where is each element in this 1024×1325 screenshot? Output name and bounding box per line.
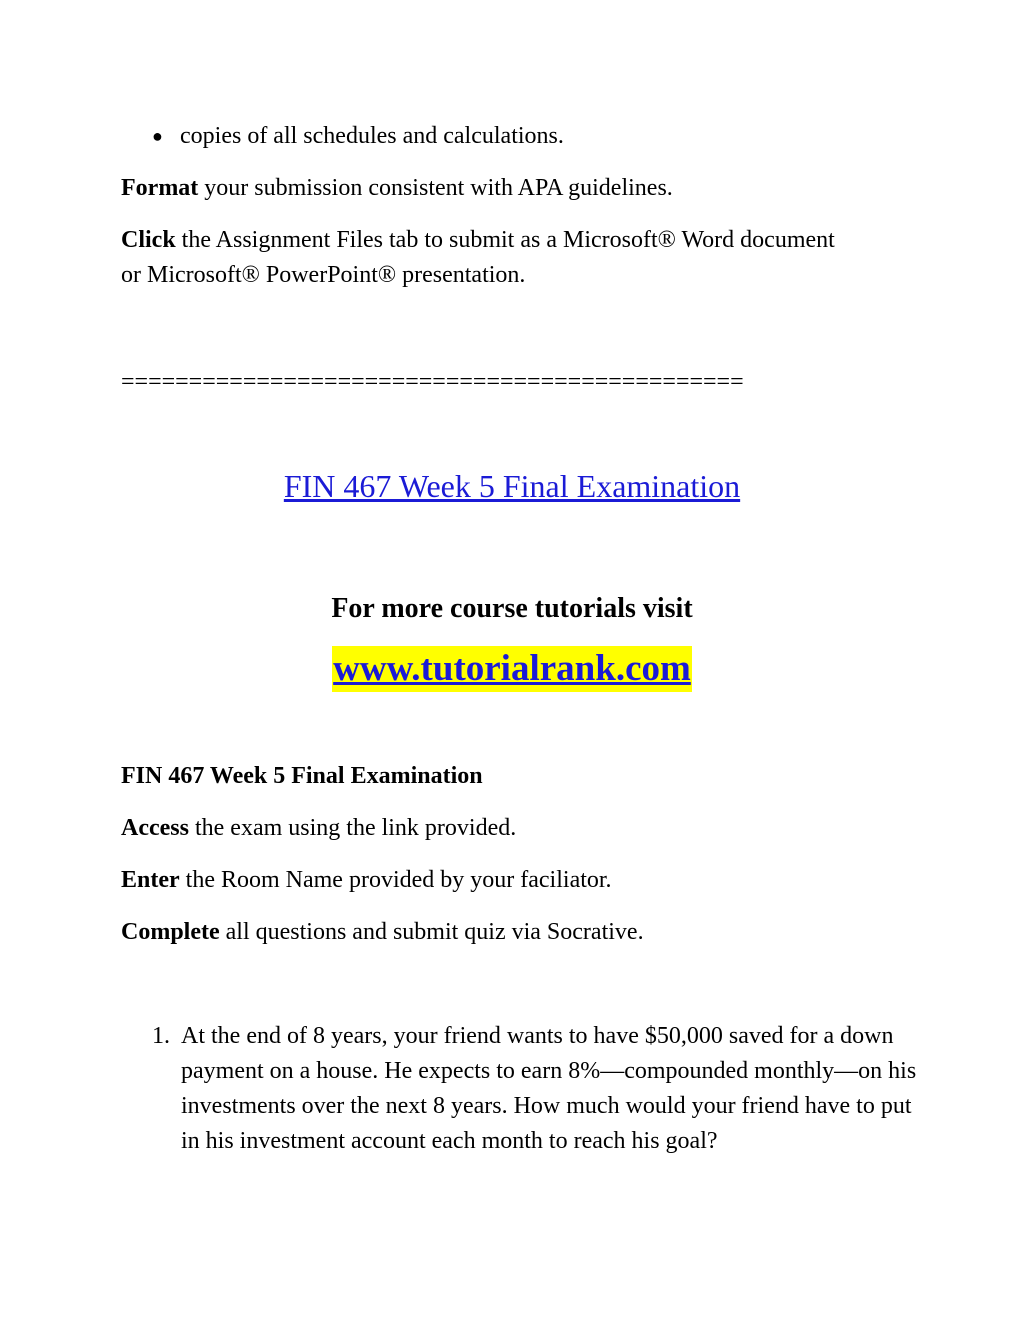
promo-text: For more course tutorials visit	[331, 593, 693, 624]
format-text: your submission consistent with APA guidelines.	[198, 175, 673, 201]
click-keyword: Click	[121, 227, 176, 253]
complete-text: all questions and submit quiz via Socrative.	[219, 919, 644, 945]
complete-instruction	[121, 915, 911, 950]
bullet-icon: ●	[152, 126, 163, 146]
site-link[interactable]: www.tutorialrank.com	[332, 646, 692, 692]
section-heading: FIN 467 Week 5 Final Examination	[121, 763, 483, 789]
exam-title-link[interactable]: FIN 467 Week 5 Final Examination	[283, 468, 741, 504]
question-text: At the end of 8 years, your friend wants to have $50,000 saved for a down payment on a house. He expects to earn 8%—compounded monthly—on his investments over the next 8 years. How much would your friend have to put in his investment account each month to reach his goal?	[181, 1023, 917, 1154]
access-instruction	[121, 811, 911, 846]
bullet-text: copies of all schedules and calculations.	[180, 123, 564, 149]
access-text: the exam using the link provided.	[188, 815, 517, 841]
click-text: the Assignment Files tab to submit as a Microsoft® Word document or Microsoft® PowerPoint® presentation.	[121, 227, 835, 288]
divider-line: ==============================================	[121, 369, 744, 395]
enter-instruction	[121, 863, 911, 898]
enter-text: the Room Name provided by your faciliator.	[179, 867, 612, 893]
complete-keyword: Complete	[121, 919, 220, 945]
enter-keyword: Enter	[121, 867, 180, 893]
click-instruction	[121, 223, 841, 293]
format-instruction	[121, 171, 911, 206]
access-keyword: Access	[121, 815, 189, 841]
question-number: 1.	[152, 1023, 170, 1049]
exam-title-row	[0, 469, 1024, 508]
site-link-row	[0, 646, 1024, 692]
format-keyword: Format	[121, 175, 199, 201]
